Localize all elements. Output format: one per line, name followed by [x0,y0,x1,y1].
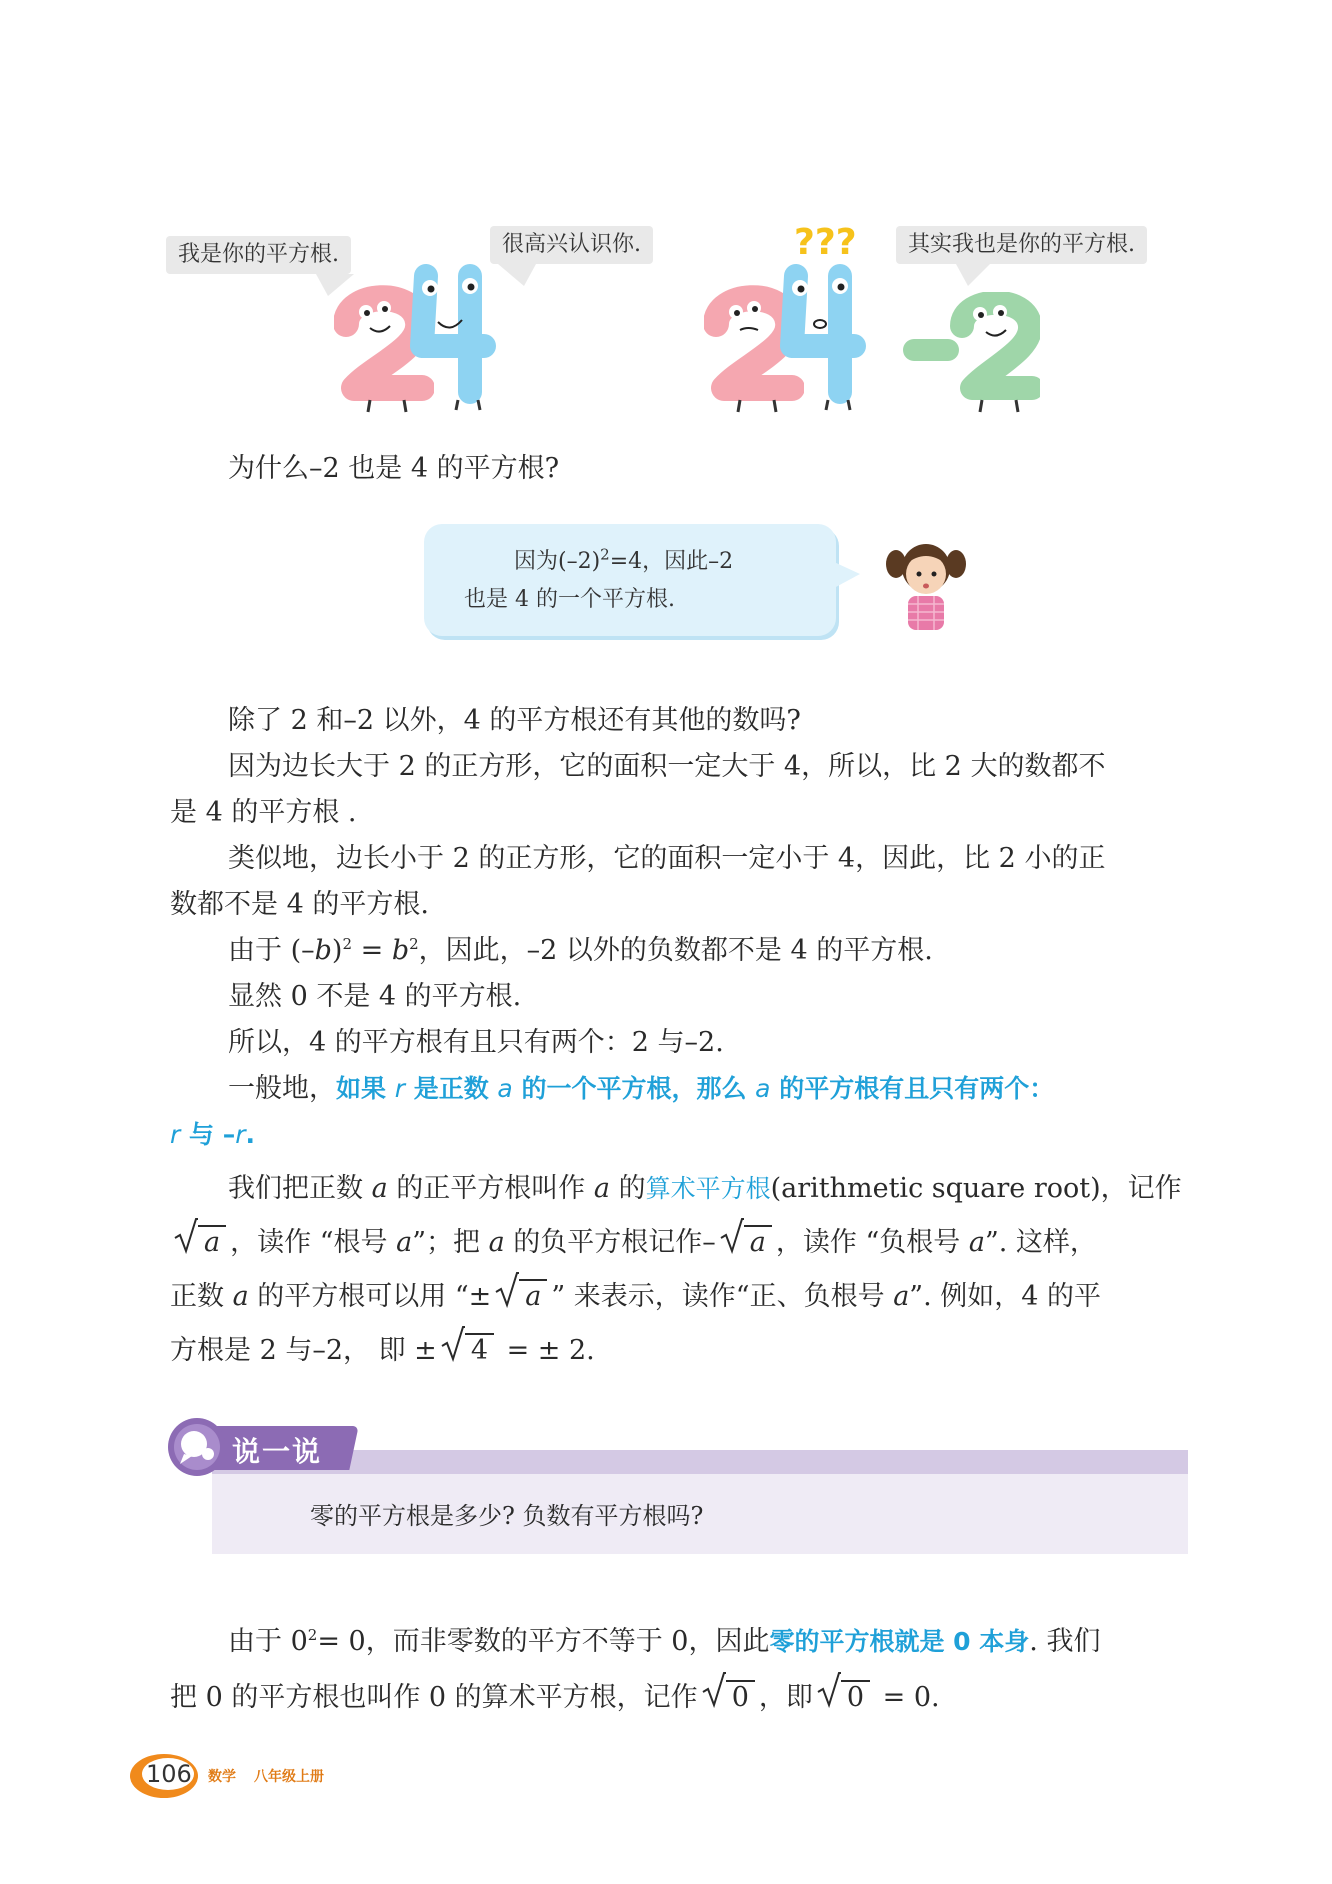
radical-icon [495,1272,519,1308]
radical-icon [702,1672,726,1708]
text: = 0，而非零数的平方不等于 0，因此 [317,1626,770,1657]
sqrt-a [720,1216,772,1270]
character-4-icon [408,262,498,412]
var-r: r [170,1120,181,1149]
text-line: 因为边长大于 2 的正方形，它的面积一定大于 4，所以，比 2 大的数都不 [228,751,1106,782]
text: 把 0 的平方根也叫作 0 的算术平方根，记作 [170,1682,698,1713]
final-paragraph [170,1614,1188,1726]
sqrt-a [174,1216,226,1270]
discuss-band [212,1450,1188,1474]
text: = 0. [874,1682,940,1713]
girl-bubble-line2: 也是 4 的一个平方根. [464,587,675,612]
var-a: a [497,1074,513,1103]
paragraph-7 [170,1066,1188,1158]
var-a: a [968,1227,985,1258]
sqrt-4 [441,1324,494,1378]
text: 由于 (– [228,935,315,966]
radical-icon [720,1218,744,1254]
speech-text: 我是你的平方根. [178,242,339,267]
superscript: 2 [409,935,419,953]
highlight: 的平方根有且只有两个： [770,1074,1055,1103]
paragraph-5 [170,974,1188,1020]
text: 因为(–2) [514,549,601,574]
discuss-title: 说一说 [232,1435,323,1468]
highlight: 零的平方根就是 0 本身 [769,1627,1030,1656]
page-number: 106 [146,1760,192,1788]
paragraph-2 [170,744,1188,836]
superscript: 2 [600,545,610,564]
highlight: 与 – [180,1120,236,1149]
var-a: a [396,1227,413,1258]
speech-bubble-3 [896,226,1147,264]
var-a: a [893,1281,910,1312]
text: (arithmetic square root)，记作 [770,1173,1182,1204]
var-a: a [232,1281,249,1312]
girl-bubble-line1 [514,542,733,582]
paragraph-1 [170,698,1188,744]
text: 的 [609,1173,646,1204]
girl-speech-bubble [424,524,836,636]
text: 的负平方根记作– [504,1227,716,1258]
var-a: a [488,1227,505,1258]
superscript: 2 [307,1626,318,1644]
text-line: 数都不是 4 的平方根. [170,889,429,920]
sqrt-0 [702,1670,755,1726]
radicand: 0 [726,1680,755,1714]
discuss-text: 零的平方根是多少? 负数有平方根吗? [310,1502,704,1530]
text: . 我们 [1029,1626,1101,1657]
var-r: r [394,1074,405,1103]
sqrt-0 [817,1670,870,1726]
radicand: a [744,1225,772,1259]
paragraph-4 [170,928,1188,974]
text: ，因此，–2 以外的负数都不是 4 的平方根. [418,935,933,966]
text-line: 是 4 的平方根 . [170,797,357,828]
radicand: a [519,1279,547,1313]
radical-icon [441,1326,465,1362]
character-neg2-icon [900,292,1040,414]
footer-subject: 数学 [208,1769,236,1785]
var-r: r [235,1120,246,1149]
highlight-term: 算术平方根 [645,1174,771,1203]
text: ，即 [758,1682,813,1713]
var-b: b [391,935,410,966]
highlight: . [245,1120,255,1149]
speech-text: 很高兴认识你. [502,232,641,257]
text: ，读作 “根号 [230,1227,397,1258]
question-marks: ??? [794,222,857,263]
text: =4，因此–2 [609,549,734,574]
speech-bulb-icon [166,1416,228,1478]
radicand: a [198,1225,226,1259]
radicand: 4 [465,1333,494,1367]
text: ” 来表示，读作“正、负根号 [551,1281,894,1312]
girl-avatar-icon [884,534,968,634]
character-4-icon [778,262,868,412]
text: ”. 例如，4 的平 [909,1281,1102,1312]
text: 由于 0 [228,1626,308,1657]
text-line: 所以，4 的平方根有且只有两个：2 与–2. [228,1027,724,1058]
text: 正数 [170,1281,233,1312]
sqrt-a [495,1270,547,1324]
text: 我们把正数 [228,1173,372,1204]
text: ”. 这样， [984,1227,1097,1258]
radical-icon [174,1218,198,1254]
text: 的平方根可以用 “± [248,1281,492,1312]
radical-icon [817,1672,841,1708]
paragraph-8 [170,1162,1188,1378]
var-b: b [314,935,332,966]
var-a: a [593,1173,610,1204]
question-text: 为什么–2 也是 4 的平方根? [228,453,560,484]
var-a: a [371,1173,388,1204]
speech-bubble-2 [490,226,653,264]
text: ”；把 [412,1227,489,1258]
text: 的正平方根叫作 [387,1173,594,1204]
superscript: 2 [342,935,353,953]
var-a: a [755,1074,771,1103]
paragraph-3 [170,836,1188,928]
text: ，读作 “负根号 [775,1227,969,1258]
highlight: 是正数 [405,1074,498,1103]
footer-grade: 八年级上册 [254,1769,324,1785]
text-line: 类似地，边长小于 2 的正方形，它的面积一定小于 4，因此，比 2 小的正 [228,843,1106,874]
speech-bubble-1 [166,236,351,274]
bubble-tail [834,562,860,588]
speech-text: 其实我也是你的平方根. [908,232,1135,257]
text: 一般地， [228,1073,336,1104]
radicand: 0 [841,1680,870,1714]
paragraph-6 [170,1020,1188,1066]
text: ) [331,935,343,966]
text: = [352,935,392,966]
text: 方根是 2 与–2， 即 ± [170,1335,437,1366]
text-line: 显然 0 不是 4 的平方根. [228,981,522,1012]
highlight: 如果 [336,1074,395,1103]
text: = ± 2. [498,1335,595,1366]
text-line: 除了 2 和–2 以外，4 的平方根还有其他的数吗? [228,705,801,736]
highlight: 的一个平方根，那么 [512,1074,756,1103]
